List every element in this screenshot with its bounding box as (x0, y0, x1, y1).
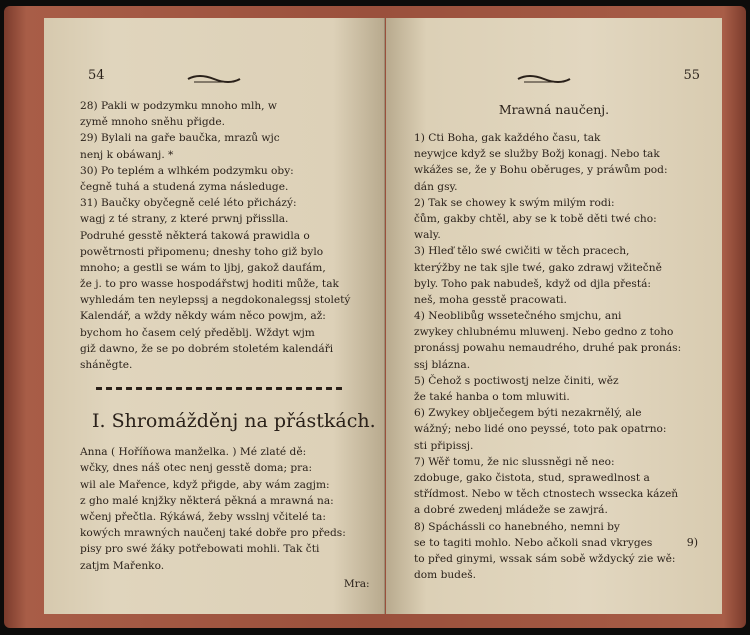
catchword-right: 9) (686, 536, 698, 549)
left-page-text (80, 98, 376, 592)
text-line: 3) Hleď tělo swé cwičiti w těch pracech, (414, 245, 630, 258)
text-line: to před ginymi, wssak sám sobě wždycký zie wě: (414, 552, 676, 565)
text-line: zatjm Mařenko. (80, 559, 165, 572)
text-line: ssj blázna. (414, 358, 471, 371)
text-line: 8) Spáchássli co hanebného, nemni by (414, 520, 620, 533)
text-line: 29) Bylali na gaře baučka, mrazů wjc (80, 132, 280, 145)
text-line: pronássj powahu nemaudrého, druhé pak pronás: (414, 342, 682, 355)
ornament-left-icon (184, 72, 244, 86)
text-line: že také hanba o tom mluwiti. (414, 391, 570, 403)
ornamental-divider (96, 387, 346, 390)
text-line: Podruhé gesstě některá takowá prawidla o (80, 229, 310, 242)
text-line: wkážes se, že y Bohu oběruges, y práwům pod: (414, 164, 668, 177)
text-line: dán gsy. (414, 180, 458, 193)
left-page (44, 18, 385, 614)
text-line: powětrnosti připomenu; dneshy toho giž bylo (80, 245, 324, 258)
text-line: 7) Wěř tomu, že nic slussněgi ně neo: (414, 455, 615, 468)
text-line: pisy pro swé žáky potřebowati mohli. Tak čti (80, 543, 320, 556)
ornament-right-icon (514, 72, 574, 86)
text-line: kterýžby ne tak sjle twé, gako zdrawj vžitečně (414, 261, 662, 274)
text-line: neš, moha gesstě pracowati. (414, 293, 567, 306)
text-line: neywjce když se služby Božj konagj. Nebo tak (414, 148, 660, 161)
text-line: wil ale Mařence, když přigde, aby wám zagjm: (80, 478, 330, 491)
text-line: z gho malé knjžky některá pěkná a mrawná na: (80, 494, 334, 507)
open-book (4, 6, 746, 628)
text-line: 30) Po teplém a wlhkém podzymku oby: (80, 164, 294, 177)
text-line: kowých mrawných naučenj také dobře pro předs: (80, 527, 346, 540)
chapter-title: I. Shromážděnj na přástkách. (92, 410, 376, 433)
text-line: 2) Tak se chowey k swým milým rodi: (414, 196, 615, 209)
text-line: zwykey chlubnému mluwenj. Nebo gedno z toho (414, 326, 674, 339)
text-line: nenj k obáwanj. * (80, 148, 174, 161)
text-line: čegně tuhá a studená zyma následuge. (80, 180, 289, 193)
text-line: 6) Zwykey oblječegem býti nezakrnělý, ale (414, 407, 642, 420)
page-number-left: 54 (88, 68, 105, 83)
text-line: wyhledám ten neylepssj a negdokonalegssj stoletý (80, 294, 351, 307)
catchword-left: Mra: (343, 577, 370, 590)
text-line: wčky, dnes náš otec nenj gesstě doma; pra: (80, 462, 313, 475)
right-page-text (414, 130, 681, 583)
text-line: zdobuge, gako čistota, stud, sprawedlnost a (414, 471, 650, 484)
text-line: Anna ( Hoříňowa manželka. ) Mé zlaté dě: (80, 446, 307, 459)
text-line: že j. to pro wasse hospodářstwj hoditi může, tak (80, 278, 339, 291)
text-line: 31) Baučky obyčegně celé léto přicházý: (80, 197, 297, 210)
text-line: 1) Cti Boha, gak každého času, tak (414, 132, 601, 144)
text-line: a dobré zwedenj mládeže se zawjrá. (414, 504, 608, 517)
text-line: 4) Neoblibůg wssetečného smjchu, ani (414, 310, 622, 323)
section-heading: Mrawná naučenj. (498, 102, 610, 117)
text-line: 28) Pakli w podzymku mnoho mlh, w (80, 100, 277, 112)
text-line: Kalendář, a wždy někdy wám něco powjm, až: (80, 310, 326, 323)
text-line: waly. (414, 229, 441, 242)
text-line: se to tagiti mohlo. Nebo ačkoli snad vkryges (414, 536, 653, 549)
text-line: 5) Čehož s poctiwostj nelze činiti, wěz (414, 374, 619, 387)
text-line: střídmost. Nebo w těch ctnostech wssecka kázeň (414, 488, 679, 501)
text-line: sháněgte. (80, 359, 133, 371)
text-line: zymě mnoho sněhu přigde. (80, 116, 226, 129)
page-number-right: 55 (683, 68, 700, 83)
text-line: sti připissj. (414, 439, 474, 452)
text-line: dom budeš. (414, 569, 477, 582)
text-line: bychom ho časem celý předěblj. Wždyt wjm (80, 326, 315, 339)
text-line: giž dawno, že se po dobrém stoletém kalendáři (80, 342, 334, 355)
text-line: wčenj přečtla. Rýkáwá, žeby wsslnj včitelé ta: (80, 510, 326, 523)
text-line: wagj z té strany, z které prwnj přisslla. (80, 213, 289, 226)
text-line: čům, gakby chtěl, aby se k tobě děti twé cho: (414, 212, 657, 225)
text-line: wážný; nebo lidé ono peyssé, toto pak opatrno: (414, 423, 667, 436)
text-line: byly. Toho pak nabudeš, když od djla přestá: (414, 277, 651, 290)
text-line: mnoho; a gestli se wám to ljbj, gakož daufám, (80, 261, 326, 274)
right-page (386, 18, 722, 614)
